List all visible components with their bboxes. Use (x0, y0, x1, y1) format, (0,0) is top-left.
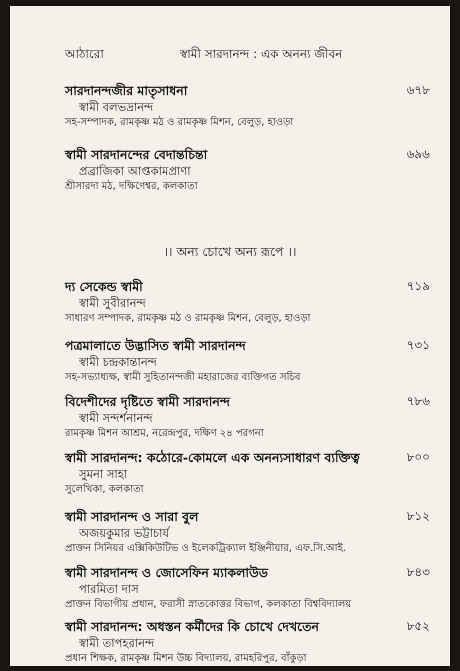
toc-entry (65, 337, 430, 386)
entry-affiliation: সহ-সভ্যাধ্যক্ষ, স্বামী সুহিতানন্দজী মহারাজের ব্যক্তিগত সচিব (65, 372, 301, 383)
entry-author: স্বামী তাপহরানন্দ (79, 636, 155, 650)
entry-title: পত্রমালাতে উদ্ভাসিত স্বামী সারদানন্দ (65, 338, 246, 353)
entry-title: স্বামী সারদানন্দ ও জোসেফিন ম্যাকলাউড (65, 565, 268, 580)
entry-title: বিদেশীদের দৃষ্টিতে স্বামী সারদানন্দ (65, 394, 230, 409)
entry-page-number: ৮০০ (406, 450, 430, 464)
toc-entry (65, 278, 430, 327)
entry-page-number: ৮১২ (406, 509, 430, 523)
entry-author: স্বামী চন্দ্রকান্তানন্দ (79, 355, 157, 369)
toc-entry (65, 508, 430, 557)
entry-author: স্বামী সুবীরানন্দ (79, 296, 146, 310)
entry-title: স্বামী সারদানন্দ: কঠোরে-কোমলে এক অনন্যসাধারণ ব্যক্তিত্ব (65, 450, 360, 465)
entry-title: স্বামী সারদানন্দ: অধস্তন কর্মীদের কি চোখে দেখতেন (65, 619, 320, 634)
toc-entry (65, 146, 430, 195)
entry-author: প্রব্রাজিকা আপ্তকামপ্রাণা (79, 164, 191, 178)
entry-author: স্বামী বলভদ্রানন্দ (79, 100, 154, 114)
entry-author: স্বামী সন্দর্শনানন্দ (79, 411, 153, 425)
toc-entry (65, 449, 430, 498)
toc-entry (65, 393, 430, 442)
entry-affiliation: রামকৃষ্ণ মিশন আশ্রম, নরেন্দ্রপুর, দক্ষিণ ২৪ পরগনা (65, 428, 264, 439)
entry-affiliation: প্রাক্তন সিনিয়র এক্সিকিউটিভ ও ইলেকট্রিক্যাল ইঞ্জিনীয়ার, এফ.সি.আই. (65, 543, 346, 554)
entry-page-number: ৭৩১ (406, 338, 430, 352)
entry-page-number: ৭১৯ (406, 279, 430, 293)
toc-entry (65, 82, 430, 131)
entry-author: সুমনা সাহা (79, 467, 128, 481)
entry-title: সারদানন্দজীর মাতৃসাধনা (65, 83, 188, 98)
entry-page-number: ৮৫২ (406, 619, 430, 633)
entry-title: স্বামী সারদানন্দের বেদান্তচিন্তা (65, 147, 208, 162)
entry-affiliation: প্রাক্তন বিভাগীয় প্রধান, ফরাসী স্নাতকোত্তর বিভাগ, কলকাতা বিশ্ববিদ্যালয় (65, 599, 352, 610)
entry-page-number: ৬৯৬ (406, 147, 430, 161)
book-page (10, 6, 450, 666)
entry-page-number: ৬৭৮ (406, 83, 430, 97)
toc-entry (65, 618, 430, 666)
entry-affiliation: শ্রীসারদা মঠ, দক্ষিণেশ্বর, কলকাতা (65, 181, 198, 192)
entry-affiliation: প্রধান শিক্ষক, রামকৃষ্ণ মিশন উচ্চ বিদ্যালয়, রামহরিপুর, বাঁকুড়া (65, 653, 307, 664)
entry-author: পারমিতা দাস (79, 582, 139, 596)
entry-title: দ্য সেকেন্ড স্বামী (65, 279, 143, 294)
entry-affiliation: সাধারণ সম্পাদক, রামকৃষ্ণ মঠ ও রামকৃষ্ণ মিশন, বেলুড়, হাওড়া (65, 313, 311, 324)
running-header (65, 46, 410, 64)
entry-author: অজয়কুমার ভট্টাচার্য (79, 526, 170, 540)
toc-entry (65, 564, 430, 613)
running-title: স্বামী সারদানন্দ : এক অনন্য জীবন (180, 47, 343, 61)
entry-affiliation: সহ-সম্পাদক, রামকৃষ্ণ মঠ ও রামকৃষ্ণ মিশন, বেলুড়, হাওড়া (65, 117, 294, 128)
page-number-word: আঠারো (65, 47, 104, 61)
entry-title: স্বামী সারদানন্দ ও সারা বুল (65, 509, 199, 524)
entry-affiliation: সুলেখিকা, কলকাতা (65, 484, 144, 495)
entry-page-number: ৮৪৩ (406, 565, 430, 579)
section-heading: ।। অন্য চোখে অন্য রূপে ।। (163, 244, 297, 259)
entry-page-number: ৭৮৬ (406, 394, 430, 408)
